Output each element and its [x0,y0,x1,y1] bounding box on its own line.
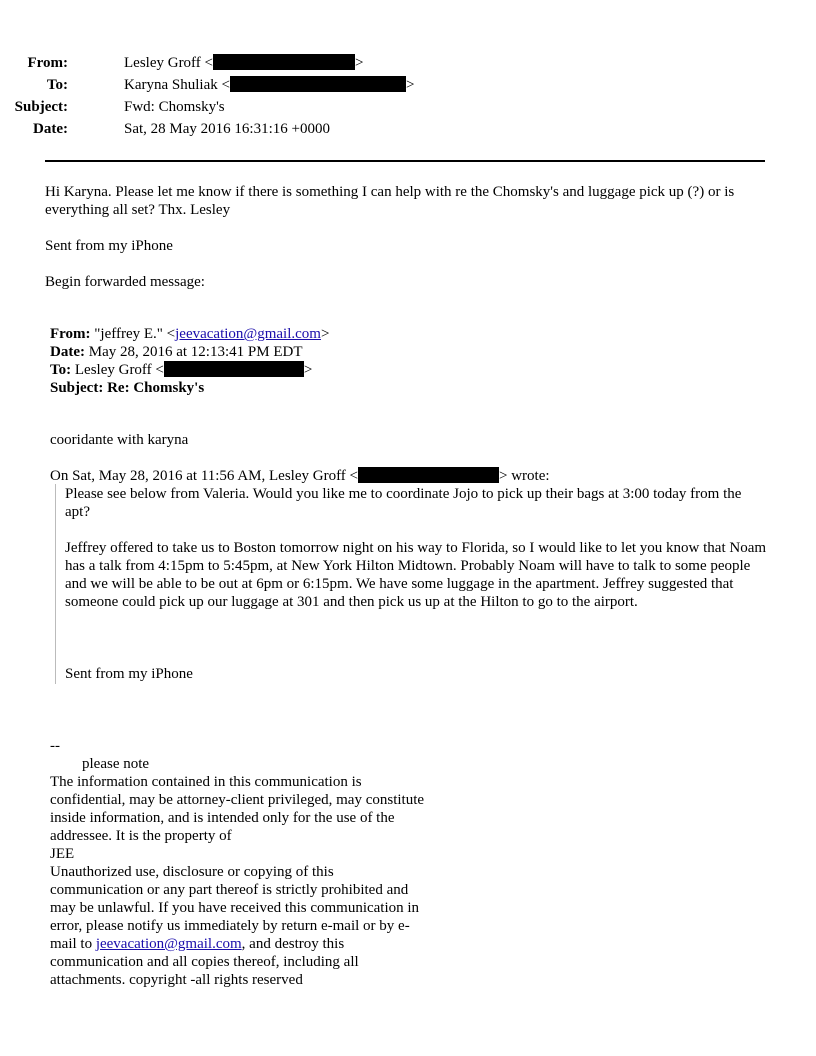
quote-sent-from: Sent from my iPhone [65,666,193,682]
disclaimer-email-link[interactable]: jeevacation@gmail.com [95,936,242,952]
to-value: Karyna Shuliak < [124,77,230,93]
fwd-from-email-link[interactable]: jeevacation@gmail.com [175,326,321,342]
fwd-to-label: To: [50,362,72,378]
redaction [358,467,499,483]
date-value: Sat, 28 May 2016 16:31:16 +0000 [124,121,330,137]
begin-forward-line: Begin forwarded message: [45,274,205,290]
on-wrote-line: On Sat, May 28, 2016 at 11:56 AM, Lesley Groff < > wrote: [50,468,550,484]
redaction [164,361,304,377]
signature-dashes: -- [50,738,60,754]
subject-label: Subject: [14,99,68,115]
redaction [230,76,406,92]
fwd-date: Date: May 28, 2016 at 12:13:41 PM EDT [50,344,303,360]
date-label: Date: [33,121,68,137]
from-value: Lesley Groff < [124,55,213,71]
fwd-to: To: Lesley Groff < > [50,362,313,378]
fwd-subject: Subject: Re: Chomsky's [50,380,205,396]
sent-from-line: Sent from my iPhone [45,238,173,254]
reply-text: cooridante with karyna [50,432,189,448]
redaction [213,54,355,70]
quote-paragraph-2: Jeffrey offered to take us to Boston tomorrow night on his way to Florida, so I would like to let you know that Noam has a talk from 4:15pm to 5:45pm, at New York Hilton Midtown. Probably Noam will have to talk to some people and we will be able to be out at 6pm or 6:15pm. We have some luggage in the apartment. Jeffrey suggested that someone could pick up our luggage at 301 and then pick us up at the Hilton to go to the airport. [65,540,767,610]
intro-paragraph: Hi Karyna. Please let me know if there is something I can help with re the Chomsky's and luggage pick up (?) or is everything all set? Thx. Lesley [45,184,735,218]
quote-paragraph-1: Please see below from Valeria. Would you like me to coordinate Jojo to pick up their bags at 3:00 today from the apt? [65,486,742,520]
from-label: From: [27,55,68,71]
disclaimer-part-2: Unauthorized use, disclosure or copying of this communication or any part thereof is strictly prohibited and may be unlawful. If you have received this communication in error, please notify us immediately by return e-mail or by e-mail to jeevacation@gmail.com, and destroy this communication and all copies thereof, including all attachments. copyright -all rights reserved [50,864,420,988]
fwd-date-label: Date: [50,344,85,360]
quoted-message [55,484,775,684]
to-label: To: [46,77,68,93]
please-note: please note [82,756,150,772]
fwd-from: From: "jeffrey E." <jeevacation@gmail.com> [50,326,330,342]
subject-value: Fwd: Chomsky's [124,99,225,115]
header-divider [45,160,765,162]
fwd-subject-label: Subject: [50,380,104,396]
fwd-from-label: From: [50,326,91,342]
disclaimer-part-1: The information contained in this communication is confidential, may be attorney-client privileged, may constitute inside information, and is intended only for the use of the addressee. It is the property of [50,774,425,844]
disclaimer-jee: JEE [50,846,75,862]
